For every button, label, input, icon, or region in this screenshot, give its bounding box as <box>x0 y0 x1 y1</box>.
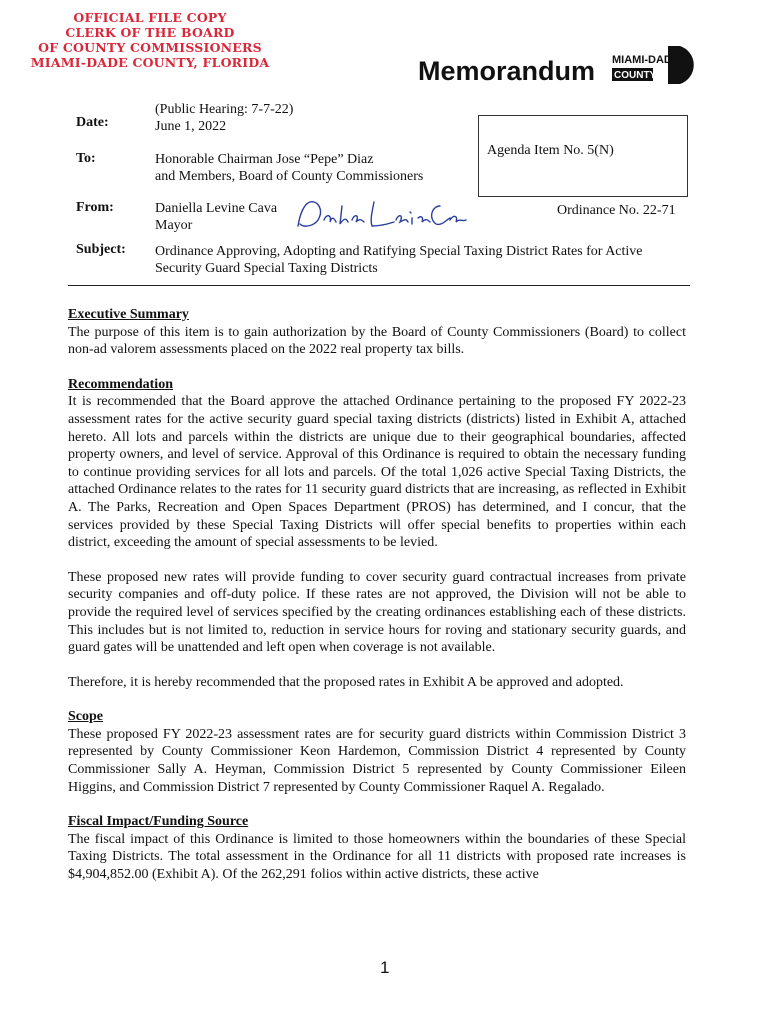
signature-text: Daniella Levine Cava <box>290 196 299 197</box>
to-line-2: and Members, Board of County Commissioners <box>155 169 424 184</box>
date-value <box>155 101 293 135</box>
date-label: Date: <box>76 115 109 130</box>
subject-line-2: Security Guard Special Taxing Districts <box>155 261 378 276</box>
to-label: To: <box>76 151 96 166</box>
stamp-line-3: OF COUNTY COMMISSIONERS <box>38 40 262 55</box>
executive-summary-text: The purpose of this item is to gain authorization by the Board of County Commissioners (Board) to collect non-ad valorem assessments placed on the 2022 real property tax bills. <box>68 324 686 358</box>
recommendation-paragraph-3: Therefore, it is hereby recommended that the proposed rates in Exhibit A be approved and adopted. <box>68 674 624 690</box>
from-value <box>155 200 277 234</box>
stamp-line-1: OFFICIAL FILE COPY <box>73 10 227 25</box>
mayor-signature <box>290 196 470 236</box>
logo-text-bottom: COUNTY <box>614 70 657 81</box>
recommendation-paragraph-1: It is recommended that the Board approve the attached Ordinance pertaining to the proposed FY 2022-23 assessment rates for the active security guard special taxing districts (districts) listed in Exhibit A, attached hereto. All lots and parcels within the districts are unique due to their geographical boundaries, affected property owners, and level of service. Approval of this Ordinance is required to obtain the necessary funding to continue providing services for all lots and parcels. Of the total 1,026 active Special Taxing Districts, the attached Ordinance relates to the rates for 11 security guard districts that are increasing, as reflected in Exhibit A. The Parks, Recreation and Open Spaces Department (PROS) has determined, and I concur, that the services provided by these Special Taxing Districts will offer special benefits to properties within each district, exceeding the amount of special assessments to be levied. <box>68 394 686 551</box>
header-divider <box>68 285 690 286</box>
memorandum-title: Memorandum <box>418 56 596 86</box>
fiscal-impact-heading: Fiscal Impact/Funding Source <box>68 814 249 830</box>
public-hearing-note: (Public Hearing: 7-7-22) <box>155 102 294 117</box>
scope-heading: Scope <box>68 709 103 725</box>
memo-body <box>68 306 686 901</box>
ordinance-number: Ordinance No. 22-71 <box>557 203 676 218</box>
stamp-line-2: CLERK OF THE BOARD <box>65 25 235 40</box>
from-label: From: <box>76 200 114 215</box>
to-value <box>155 151 423 185</box>
executive-summary-heading: Executive Summary <box>68 307 189 322</box>
fiscal-impact-text: The fiscal impact of this Ordinance is limited to those homeowners within the boundaries of these Special Taxing Districts. The total assessment in the Ordinance for all 11 districts with proposed rate increases is $4,904,852.00 (Exhibit A). Of the 262,291 folios within active districts, these active <box>68 831 686 883</box>
scope-text: These proposed FY 2022-23 assessment rates are for security guard districts within Commission District 3 represented by County Commissioner Keon Hardemon, Commission District 4 represented by County Commissioner Sally A. Heyman, Commission District 5 represented by County Commissioner Eileen Higgins, and Commission District 7 represented by County Commissioner Raquel A. Regalado. <box>68 726 686 795</box>
from-name: Daniella Levine Cava <box>155 201 278 216</box>
subject-label: Subject: <box>76 242 126 257</box>
page-number: 1 <box>380 958 390 977</box>
recommendation-heading: Recommendation <box>68 376 173 392</box>
subject-value <box>155 243 643 277</box>
logo-text-top: MIAMI-DADE <box>612 54 680 66</box>
subject-line-1: Ordinance Approving, Adopting and Ratifying Special Taxing District Rates for Active <box>155 244 643 259</box>
stamp-line-4: MIAMI-DADE COUNTY, FLORIDA <box>30 55 270 70</box>
miami-dade-logo <box>610 44 702 86</box>
clerk-stamp <box>30 10 270 70</box>
recommendation-paragraph-2: These proposed new rates will provide funding to cover security guard contractual increases from private security companies and off-duty police. If these rates are not approved, the Division will not be able to provide the required level of services specified by the creating ordinances establishing each of these districts. This includes but is not limited to, reduction in service hours for roving and stationary security guards, and guard gates will be unattended and left open when coverage is not available. <box>68 569 686 656</box>
to-line-1: Honorable Chairman Jose “Pepe” Diaz <box>155 152 374 167</box>
from-title: Mayor <box>155 218 193 233</box>
memo-date: June 1, 2022 <box>155 119 227 134</box>
agenda-item-number: Agenda Item No. 5(N) <box>487 143 614 158</box>
